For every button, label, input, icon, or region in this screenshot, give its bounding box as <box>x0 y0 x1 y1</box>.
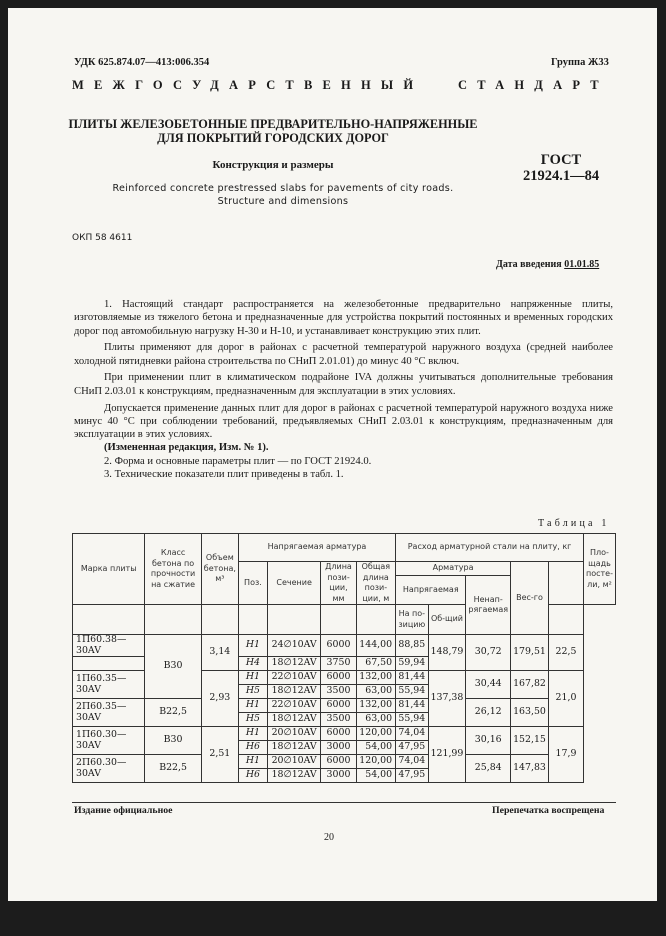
cell-total: 121,99 <box>428 727 466 783</box>
header-mark: Марка плиты <box>73 534 145 605</box>
cell-mark-empty <box>73 657 145 671</box>
header-nonstressed: Ненап-рягаемая <box>466 576 511 635</box>
english-title-line2: Structure and dimensions <box>217 196 349 207</box>
cell-total-length: 63,00 <box>356 713 395 727</box>
cell-mark: 2П60.35—30AV <box>73 699 145 727</box>
cell-section: 24∅10AV <box>267 635 320 657</box>
header-blank-6 <box>321 605 356 635</box>
cell-length: 6000 <box>321 727 356 741</box>
header-per-pos: На по-зицию <box>396 605 428 635</box>
cell-nonstressed: 30,44 <box>466 671 511 699</box>
header-rebar: Арматура <box>396 562 511 576</box>
cell-section: 22∅10AV <box>267 699 320 713</box>
cell-nonstressed: 26,12 <box>466 699 511 727</box>
cell-pos: H1 <box>238 671 267 685</box>
body-text <box>74 298 613 481</box>
cell-section: 18∅12AV <box>267 769 320 783</box>
okp-code: ОКП 58 4611 <box>72 233 133 243</box>
cell-length: 6000 <box>321 755 356 769</box>
cell-section: 18∅12AV <box>267 713 320 727</box>
cell-pos: H6 <box>238 741 267 755</box>
cell-section: 20∅10AV <box>267 727 320 741</box>
cell-length: 6000 <box>321 699 356 713</box>
paragraph-1: 1. Настоящий стандарт распространяется на железобетонные предварительно напряженные плиты, изготовляемые из тяжелого бетона и предназначенные для устройства покрытий постоянных и временных городских дорог под автомобильную нагрузку Н-30 и Н-10, и устанавливает конструкцию этих плит. <box>74 299 613 337</box>
cell-weight: 167,82 <box>511 671 549 699</box>
gost-label: ГОСТ <box>540 152 582 168</box>
english-title <box>68 182 498 208</box>
amendment-note: (Измененная редакция, Изм. № 1). <box>104 442 269 454</box>
cell-section: 18∅12AV <box>267 741 320 755</box>
date-value: 01.01.85 <box>564 259 600 270</box>
cell-per-pos: 47,95 <box>396 741 428 755</box>
title-line2: ДЛЯ ПОКРЫТИЙ ГОРОДСКИХ ДОРОГ <box>157 131 389 145</box>
cell-total-length: 144,00 <box>356 635 395 657</box>
footer-divider <box>72 802 616 803</box>
cell-total-length: 120,00 <box>356 727 395 741</box>
paragraph-2: Плиты применяют для дорог в районах с расчетной температурой наружного воздуха (средней наиболее холодной пятидневки района строительства по СНиП 2.01.01) до минус 40 °С включ. <box>74 342 613 367</box>
cell-section: 20∅10AV <box>267 755 320 769</box>
header-blank-7 <box>356 605 395 635</box>
header-total-length: Общая длина пози-ции, м <box>356 562 395 605</box>
header-weight: Вес-го <box>511 562 549 635</box>
cell-mark: 1П60.35—30AV <box>73 671 145 699</box>
cell-length: 3000 <box>321 769 356 783</box>
cell-per-pos: 59,94 <box>396 657 428 671</box>
table-row <box>73 755 616 769</box>
table-row <box>73 635 616 657</box>
header-blank-5 <box>267 605 320 635</box>
english-title-line1: Reinforced concrete prestressed slabs for pavements of city roads. <box>112 183 454 194</box>
cell-length: 3500 <box>321 685 356 699</box>
gost-number: 21924.1—84 <box>522 168 600 184</box>
cell-pos: H1 <box>238 699 267 713</box>
cell-length: 3000 <box>321 741 356 755</box>
cell-weight: 163,50 <box>511 699 549 727</box>
group-code: Группа Ж33 <box>551 57 609 68</box>
cell-section: 22∅10AV <box>267 671 320 685</box>
header-blank-4 <box>238 605 267 635</box>
cell-mark: 2П60.30—30AV <box>73 755 145 783</box>
header-blank-2 <box>145 605 201 635</box>
cell-total-length: 63,00 <box>356 685 395 699</box>
cell-per-pos: 55,94 <box>396 685 428 699</box>
header-section: Сечение <box>267 562 320 605</box>
cell-weight: 179,51 <box>511 635 549 671</box>
cell-length: 3500 <box>321 713 356 727</box>
cell-total-length: 132,00 <box>356 671 395 685</box>
header-blank-3 <box>201 605 238 635</box>
official-edition: Издание официальное <box>74 805 173 816</box>
paragraph-3: При применении плит в климатическом подрайоне IVA должны учитываться дополнительные требования СНиП 2.03.01 к конструкциям, предназначенным для эксплуатации в этих условиях. <box>74 372 613 397</box>
cell-volume: 2,51 <box>201 727 238 783</box>
header-total: Об-щий <box>428 605 466 635</box>
date-label: Дата введения <box>496 259 562 270</box>
cell-pos: H1 <box>238 755 267 769</box>
gost-designation <box>516 152 606 184</box>
cell-nonstressed: 25,84 <box>466 755 511 783</box>
standard-type-word2: СТАНДАРТ <box>458 78 609 92</box>
document-title <box>58 117 488 145</box>
header-length: Длина пози-ции, мм <box>321 562 356 605</box>
introduction-date <box>496 259 599 270</box>
cell-per-pos: 81,44 <box>396 671 428 685</box>
cell-nonstressed: 30,72 <box>466 635 511 671</box>
cell-total-length: 120,00 <box>356 755 395 769</box>
cell-length: 6000 <box>321 671 356 685</box>
cell-per-pos: 88,85 <box>396 635 428 657</box>
table-row <box>73 699 616 713</box>
cell-pos: H1 <box>238 635 267 657</box>
page-number: 20 <box>324 832 334 843</box>
paragraph-5: 2. Форма и основные параметры плит — по ГОСТ 21924.0. <box>104 455 372 467</box>
header-blank-1 <box>73 605 145 635</box>
cell-length: 3750 <box>321 657 356 671</box>
cell-per-pos: 55,94 <box>396 713 428 727</box>
udk-code: УДК 625.874.07—413:006.354 <box>74 57 210 68</box>
cell-weight: 147,83 <box>511 755 549 783</box>
cell-concrete: B22,5 <box>145 699 201 727</box>
cell-volume: 3,14 <box>201 635 238 671</box>
cell-mark: 1П60.38—30AV <box>73 635 145 657</box>
cell-per-pos: 74,04 <box>396 727 428 741</box>
cell-pos: H4 <box>238 657 267 671</box>
cell-per-pos: 47,95 <box>396 769 428 783</box>
paragraph-6: 3. Технические показатели плит приведены в табл. 1. <box>104 469 344 481</box>
header-prestressed: Напрягаемая арматура <box>238 534 395 562</box>
cell-mark: 1П60.30—30AV <box>73 727 145 755</box>
paragraph-4: Допускается применение данных плит для дорог в районах с расчетной температурой наружного воздуха ниже минус 40 °С при соблюдении требований, предъявляемых СНиП 2.03.01 к конструкциям, предназначенным для эксплуатации в этих условиях. <box>74 402 613 441</box>
cell-area: 17,9 <box>548 727 583 783</box>
document-page <box>8 8 657 901</box>
reprint-prohibited: Перепечатка воспрещена <box>492 805 605 816</box>
cell-length: 6000 <box>321 635 356 657</box>
cell-per-pos: 81,44 <box>396 699 428 713</box>
cell-total: 148,79 <box>428 635 466 671</box>
standard-type-word1: МЕЖГОСУДАРСТВЕННЫЙ <box>72 78 424 92</box>
cell-volume: 2,93 <box>201 671 238 727</box>
cell-section: 18∅12AV <box>267 657 320 671</box>
document-subtitle: Конструкция и размеры <box>212 159 334 171</box>
cell-concrete: B30 <box>145 727 201 755</box>
title-line1: ПЛИТЫ ЖЕЛЕЗОБЕТОННЫЕ ПРЕДВАРИТЕЛЬНО-НАПРЯЖЕННЫЕ <box>68 117 478 131</box>
table-row <box>73 727 616 741</box>
cell-total-length: 132,00 <box>356 699 395 713</box>
cell-total-length: 67,50 <box>356 657 395 671</box>
cell-total-length: 54,00 <box>356 741 395 755</box>
cell-total-length: 54,00 <box>356 769 395 783</box>
cell-pos: H5 <box>238 713 267 727</box>
cell-pos: H1 <box>238 727 267 741</box>
technical-table <box>72 533 616 783</box>
cell-area: 21,0 <box>548 671 583 727</box>
cell-weight: 152,15 <box>511 727 549 755</box>
header-steel: Расход арматурной стали на плиту, кг <box>396 534 584 562</box>
header-stressed: Напрягаемая <box>396 576 466 605</box>
cell-total: 137,38 <box>428 671 466 727</box>
cell-section: 18∅12AV <box>267 685 320 699</box>
header-pos: Поз. <box>238 562 267 605</box>
header-concrete: Класс бетона по прочности на сжатие <box>145 534 201 605</box>
header-blank-8 <box>548 605 583 635</box>
cell-per-pos: 74,04 <box>396 755 428 769</box>
header-volume: Объем бетона, м³ <box>201 534 238 605</box>
cell-area: 22,5 <box>548 635 583 671</box>
cell-pos: H5 <box>238 685 267 699</box>
header-area: Пло-щадь посте-ли, м² <box>584 534 616 605</box>
cell-concrete: B30 <box>145 635 201 699</box>
cell-pos: H6 <box>238 769 267 783</box>
cell-nonstressed: 30,16 <box>466 727 511 755</box>
table-caption: Таблица 1 <box>538 518 610 529</box>
cell-concrete: B22,5 <box>145 755 201 783</box>
